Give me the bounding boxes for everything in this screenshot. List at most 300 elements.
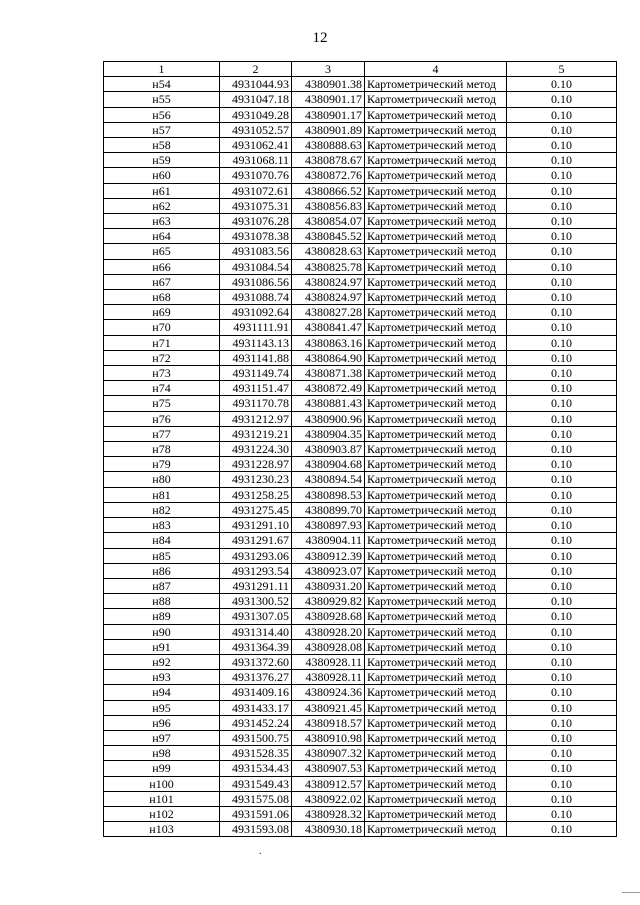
table-row [104, 381, 617, 396]
x-coordinate-cell: 4931534.43 [220, 761, 292, 776]
x-coordinate-cell: 4931076.28 [220, 214, 292, 229]
accuracy-cell: 0.10 [507, 274, 617, 289]
point-cell: н70 [104, 320, 220, 335]
y-coordinate-cell: 4380912.39 [292, 548, 365, 563]
header-cell-point: 1 [104, 62, 220, 77]
table-row [104, 259, 617, 274]
accuracy-cell: 0.10 [507, 411, 617, 426]
method-cell: Картометрический метод [365, 107, 507, 122]
point-cell: н77 [104, 426, 220, 441]
y-coordinate-cell: 4380854.07 [292, 214, 365, 229]
method-cell: Картометрический метод [365, 548, 507, 563]
table-row [104, 92, 617, 107]
table-row [104, 654, 617, 669]
accuracy-cell: 0.10 [507, 548, 617, 563]
x-coordinate-cell: 4931372.60 [220, 654, 292, 669]
method-cell: Картометрический метод [365, 761, 507, 776]
table-row [104, 183, 617, 198]
table-row [104, 822, 617, 837]
y-coordinate-cell: 4380824.97 [292, 274, 365, 289]
method-cell: Картометрический метод [365, 183, 507, 198]
y-coordinate-cell: 4380881.43 [292, 396, 365, 411]
y-coordinate-cell: 4380897.93 [292, 518, 365, 533]
y-coordinate-cell: 4380907.32 [292, 746, 365, 761]
y-coordinate-cell: 4380904.35 [292, 426, 365, 441]
y-coordinate-cell: 4380901.17 [292, 107, 365, 122]
point-cell: н82 [104, 502, 220, 517]
accuracy-cell: 0.10 [507, 715, 617, 730]
method-cell: Картометрический метод [365, 214, 507, 229]
y-coordinate-cell: 4380901.38 [292, 77, 365, 92]
x-coordinate-cell: 4931307.05 [220, 609, 292, 624]
table-row [104, 426, 617, 441]
point-cell: н56 [104, 107, 220, 122]
edge-line [622, 892, 640, 893]
table-row [104, 594, 617, 609]
y-coordinate-cell: 4380866.52 [292, 183, 365, 198]
table-row [104, 502, 617, 517]
method-cell: Картометрический метод [365, 594, 507, 609]
point-cell: н85 [104, 548, 220, 563]
accuracy-cell: 0.10 [507, 791, 617, 806]
accuracy-cell: 0.10 [507, 670, 617, 685]
point-cell: н64 [104, 229, 220, 244]
method-cell: Картометрический метод [365, 122, 507, 137]
x-coordinate-cell: 4931062.41 [220, 138, 292, 153]
table-row [104, 670, 617, 685]
accuracy-cell: 0.10 [507, 168, 617, 183]
accuracy-cell: 0.10 [507, 122, 617, 137]
accuracy-cell: 0.10 [507, 214, 617, 229]
x-coordinate-cell: 4931228.97 [220, 457, 292, 472]
table-row [104, 107, 617, 122]
y-coordinate-cell: 4380872.76 [292, 168, 365, 183]
accuracy-cell: 0.10 [507, 563, 617, 578]
x-coordinate-cell: 4931593.08 [220, 822, 292, 837]
x-coordinate-cell: 4931549.43 [220, 776, 292, 791]
y-coordinate-cell: 4380928.11 [292, 654, 365, 669]
y-coordinate-cell: 4380901.17 [292, 92, 365, 107]
point-cell: н86 [104, 563, 220, 578]
accuracy-cell: 0.10 [507, 335, 617, 350]
x-coordinate-cell: 4931409.16 [220, 685, 292, 700]
method-cell: Картометрический метод [365, 487, 507, 502]
method-cell: Картометрический метод [365, 244, 507, 259]
y-coordinate-cell: 4380845.52 [292, 229, 365, 244]
method-cell: Картометрический метод [365, 426, 507, 441]
accuracy-cell: 0.10 [507, 426, 617, 441]
stray-mark: . [259, 846, 262, 857]
y-coordinate-cell: 4380910.98 [292, 730, 365, 745]
x-coordinate-cell: 4931291.67 [220, 533, 292, 548]
point-cell: н94 [104, 685, 220, 700]
method-cell: Картометрический метод [365, 609, 507, 624]
y-coordinate-cell: 4380904.11 [292, 533, 365, 548]
point-cell: н63 [104, 214, 220, 229]
y-coordinate-cell: 4380928.11 [292, 670, 365, 685]
x-coordinate-cell: 4931212.97 [220, 411, 292, 426]
x-coordinate-cell: 4931219.21 [220, 426, 292, 441]
x-coordinate-cell: 4931575.08 [220, 791, 292, 806]
y-coordinate-cell: 4380841.47 [292, 320, 365, 335]
method-cell: Картометрический метод [365, 381, 507, 396]
accuracy-cell: 0.10 [507, 77, 617, 92]
point-cell: н101 [104, 791, 220, 806]
header-cell-method: 4 [365, 62, 507, 77]
x-coordinate-cell: 4931528.35 [220, 746, 292, 761]
method-cell: Картометрический метод [365, 305, 507, 320]
point-cell: н93 [104, 670, 220, 685]
method-cell: Картометрический метод [365, 229, 507, 244]
x-coordinate-cell: 4931092.64 [220, 305, 292, 320]
header-cell-y: 3 [292, 62, 365, 77]
method-cell: Картометрический метод [365, 822, 507, 837]
point-cell: н91 [104, 639, 220, 654]
point-cell: н67 [104, 274, 220, 289]
x-coordinate-cell: 4931088.74 [220, 290, 292, 305]
x-coordinate-cell: 4931072.61 [220, 183, 292, 198]
point-cell: н54 [104, 77, 220, 92]
table-row [104, 198, 617, 213]
method-cell: Картометрический метод [365, 654, 507, 669]
method-cell: Картометрический метод [365, 746, 507, 761]
point-cell: н55 [104, 92, 220, 107]
point-cell: н71 [104, 335, 220, 350]
table-row [104, 685, 617, 700]
y-coordinate-cell: 4380901.89 [292, 122, 365, 137]
x-coordinate-cell: 4931044.93 [220, 77, 292, 92]
table-row [104, 487, 617, 502]
method-cell: Картометрический метод [365, 396, 507, 411]
page-number: 12 [312, 30, 328, 46]
x-coordinate-cell: 4931078.38 [220, 229, 292, 244]
x-coordinate-cell: 4931083.56 [220, 244, 292, 259]
point-cell: н72 [104, 350, 220, 365]
y-coordinate-cell: 4380900.96 [292, 411, 365, 426]
y-coordinate-cell: 4380888.63 [292, 138, 365, 153]
method-cell: Картометрический метод [365, 366, 507, 381]
accuracy-cell: 0.10 [507, 259, 617, 274]
table-row [104, 305, 617, 320]
accuracy-cell: 0.10 [507, 366, 617, 381]
point-cell: н62 [104, 198, 220, 213]
accuracy-cell: 0.10 [507, 457, 617, 472]
accuracy-cell: 0.10 [507, 183, 617, 198]
method-cell: Картометрический метод [365, 77, 507, 92]
accuracy-cell: 0.10 [507, 153, 617, 168]
accuracy-cell: 0.10 [507, 229, 617, 244]
point-cell: н61 [104, 183, 220, 198]
x-coordinate-cell: 4931111.91 [220, 320, 292, 335]
accuracy-cell: 0.10 [507, 350, 617, 365]
point-cell: н75 [104, 396, 220, 411]
y-coordinate-cell: 4380918.57 [292, 715, 365, 730]
method-cell: Картометрический метод [365, 472, 507, 487]
accuracy-cell: 0.10 [507, 198, 617, 213]
method-cell: Картометрический метод [365, 457, 507, 472]
table-row [104, 396, 617, 411]
x-coordinate-cell: 4931364.39 [220, 639, 292, 654]
point-cell: н89 [104, 609, 220, 624]
accuracy-cell: 0.10 [507, 138, 617, 153]
accuracy-cell: 0.10 [507, 578, 617, 593]
accuracy-cell: 0.10 [507, 700, 617, 715]
point-cell: н92 [104, 654, 220, 669]
y-coordinate-cell: 4380930.18 [292, 822, 365, 837]
table-row [104, 776, 617, 791]
x-coordinate-cell: 4931293.06 [220, 548, 292, 563]
point-cell: н88 [104, 594, 220, 609]
point-cell: н97 [104, 730, 220, 745]
y-coordinate-cell: 4380872.49 [292, 381, 365, 396]
accuracy-cell: 0.10 [507, 244, 617, 259]
table-row [104, 411, 617, 426]
table-row [104, 730, 617, 745]
method-cell: Картометрический метод [365, 320, 507, 335]
x-coordinate-cell: 4931376.27 [220, 670, 292, 685]
accuracy-cell: 0.10 [507, 92, 617, 107]
point-cell: н57 [104, 122, 220, 137]
y-coordinate-cell: 4380825.78 [292, 259, 365, 274]
x-coordinate-cell: 4931591.06 [220, 806, 292, 821]
x-coordinate-cell: 4931224.30 [220, 442, 292, 457]
table-row [104, 578, 617, 593]
x-coordinate-cell: 4931149.74 [220, 366, 292, 381]
x-coordinate-cell: 4931500.75 [220, 730, 292, 745]
table-header-row [104, 62, 617, 77]
table-row [104, 715, 617, 730]
y-coordinate-cell: 4380928.20 [292, 624, 365, 639]
method-cell: Картометрический метод [365, 168, 507, 183]
y-coordinate-cell: 4380904.68 [292, 457, 365, 472]
y-coordinate-cell: 4380871.38 [292, 366, 365, 381]
y-coordinate-cell: 4380924.36 [292, 685, 365, 700]
y-coordinate-cell: 4380863.16 [292, 335, 365, 350]
table-row [104, 761, 617, 776]
table-row [104, 320, 617, 335]
y-coordinate-cell: 4380828.63 [292, 244, 365, 259]
x-coordinate-cell: 4931049.28 [220, 107, 292, 122]
x-coordinate-cell: 4931151.47 [220, 381, 292, 396]
x-coordinate-cell: 4931086.56 [220, 274, 292, 289]
method-cell: Картометрический метод [365, 502, 507, 517]
accuracy-cell: 0.10 [507, 609, 617, 624]
point-cell: н74 [104, 381, 220, 396]
table-row [104, 122, 617, 137]
point-cell: н78 [104, 442, 220, 457]
accuracy-cell: 0.10 [507, 639, 617, 654]
point-cell: н66 [104, 259, 220, 274]
table-row [104, 563, 617, 578]
table-row [104, 609, 617, 624]
accuracy-cell: 0.10 [507, 624, 617, 639]
accuracy-cell: 0.10 [507, 746, 617, 761]
accuracy-cell: 0.10 [507, 107, 617, 122]
method-cell: Картометрический метод [365, 563, 507, 578]
point-cell: н100 [104, 776, 220, 791]
x-coordinate-cell: 4931291.11 [220, 578, 292, 593]
accuracy-cell: 0.10 [507, 442, 617, 457]
method-cell: Картометрический метод [365, 335, 507, 350]
table-row [104, 533, 617, 548]
method-cell: Картометрический метод [365, 518, 507, 533]
table-row [104, 366, 617, 381]
accuracy-cell: 0.10 [507, 502, 617, 517]
accuracy-cell: 0.10 [507, 730, 617, 745]
method-cell: Картометрический метод [365, 806, 507, 821]
table-row [104, 290, 617, 305]
method-cell: Картометрический метод [365, 700, 507, 715]
header-cell-x: 2 [220, 62, 292, 77]
method-cell: Картометрический метод [365, 639, 507, 654]
table-row [104, 457, 617, 472]
table-body [104, 77, 617, 837]
point-cell: н65 [104, 244, 220, 259]
method-cell: Картометрический метод [365, 715, 507, 730]
y-coordinate-cell: 4380922.02 [292, 791, 365, 806]
y-coordinate-cell: 4380898.53 [292, 487, 365, 502]
y-coordinate-cell: 4380907.53 [292, 761, 365, 776]
point-cell: н99 [104, 761, 220, 776]
accuracy-cell: 0.10 [507, 472, 617, 487]
point-cell: н103 [104, 822, 220, 837]
point-cell: н102 [104, 806, 220, 821]
accuracy-cell: 0.10 [507, 487, 617, 502]
x-coordinate-cell: 4931070.76 [220, 168, 292, 183]
table-row [104, 138, 617, 153]
method-cell: Картометрический метод [365, 533, 507, 548]
point-cell: н96 [104, 715, 220, 730]
point-cell: н79 [104, 457, 220, 472]
y-coordinate-cell: 4380899.70 [292, 502, 365, 517]
table-row [104, 214, 617, 229]
header-cell-accuracy: 5 [507, 62, 617, 77]
point-cell: н59 [104, 153, 220, 168]
point-cell: н95 [104, 700, 220, 715]
point-cell: н73 [104, 366, 220, 381]
table-row [104, 700, 617, 715]
x-coordinate-cell: 4931141.88 [220, 350, 292, 365]
method-cell: Картометрический метод [365, 730, 507, 745]
x-coordinate-cell: 4931230.23 [220, 472, 292, 487]
table-row [104, 168, 617, 183]
point-cell: н83 [104, 518, 220, 533]
table-row [104, 624, 617, 639]
method-cell: Картометрический метод [365, 578, 507, 593]
method-cell: Картометрический метод [365, 274, 507, 289]
point-cell: н76 [104, 411, 220, 426]
y-coordinate-cell: 4380928.68 [292, 609, 365, 624]
y-coordinate-cell: 4380827.28 [292, 305, 365, 320]
y-coordinate-cell: 4380912.57 [292, 776, 365, 791]
x-coordinate-cell: 4931084.54 [220, 259, 292, 274]
point-cell: н69 [104, 305, 220, 320]
x-coordinate-cell: 4931068.11 [220, 153, 292, 168]
x-coordinate-cell: 4931170.78 [220, 396, 292, 411]
x-coordinate-cell: 4931143.13 [220, 335, 292, 350]
table-row [104, 274, 617, 289]
x-coordinate-cell: 4931314.40 [220, 624, 292, 639]
method-cell: Картометрический метод [365, 92, 507, 107]
point-cell: н90 [104, 624, 220, 639]
table-row [104, 335, 617, 350]
point-cell: н68 [104, 290, 220, 305]
method-cell: Картометрический метод [365, 259, 507, 274]
x-coordinate-cell: 4931052.57 [220, 122, 292, 137]
accuracy-cell: 0.10 [507, 518, 617, 533]
accuracy-cell: 0.10 [507, 396, 617, 411]
y-coordinate-cell: 4380928.08 [292, 639, 365, 654]
accuracy-cell: 0.10 [507, 776, 617, 791]
method-cell: Картометрический метод [365, 776, 507, 791]
point-cell: н98 [104, 746, 220, 761]
y-coordinate-cell: 4380864.90 [292, 350, 365, 365]
accuracy-cell: 0.10 [507, 761, 617, 776]
x-coordinate-cell: 4931291.10 [220, 518, 292, 533]
y-coordinate-cell: 4380928.32 [292, 806, 365, 821]
table-row [104, 791, 617, 806]
method-cell: Картометрический метод [365, 685, 507, 700]
method-cell: Картометрический метод [365, 138, 507, 153]
coordinates-table [103, 61, 617, 837]
point-cell: н81 [104, 487, 220, 502]
point-cell: н84 [104, 533, 220, 548]
x-coordinate-cell: 4931258.25 [220, 487, 292, 502]
y-coordinate-cell: 4380856.83 [292, 198, 365, 213]
y-coordinate-cell: 4380878.67 [292, 153, 365, 168]
accuracy-cell: 0.10 [507, 654, 617, 669]
table-row [104, 77, 617, 92]
x-coordinate-cell: 4931047.18 [220, 92, 292, 107]
point-cell: н87 [104, 578, 220, 593]
table-row [104, 350, 617, 365]
x-coordinate-cell: 4931075.31 [220, 198, 292, 213]
method-cell: Картометрический метод [365, 198, 507, 213]
table-row [104, 639, 617, 654]
y-coordinate-cell: 4380824.97 [292, 290, 365, 305]
y-coordinate-cell: 4380903.87 [292, 442, 365, 457]
y-coordinate-cell: 4380894.54 [292, 472, 365, 487]
method-cell: Картометрический метод [365, 411, 507, 426]
table-row [104, 153, 617, 168]
x-coordinate-cell: 4931275.45 [220, 502, 292, 517]
x-coordinate-cell: 4931300.52 [220, 594, 292, 609]
accuracy-cell: 0.10 [507, 685, 617, 700]
accuracy-cell: 0.10 [507, 305, 617, 320]
point-cell: н80 [104, 472, 220, 487]
table-row [104, 518, 617, 533]
method-cell: Картометрический метод [365, 791, 507, 806]
table-row [104, 244, 617, 259]
x-coordinate-cell: 4931452.24 [220, 715, 292, 730]
table-row [104, 442, 617, 457]
x-coordinate-cell: 4931433.17 [220, 700, 292, 715]
method-cell: Картометрический метод [365, 350, 507, 365]
table-row [104, 229, 617, 244]
y-coordinate-cell: 4380921.45 [292, 700, 365, 715]
method-cell: Картометрический метод [365, 670, 507, 685]
table-row [104, 548, 617, 563]
y-coordinate-cell: 4380929.82 [292, 594, 365, 609]
method-cell: Картометрический метод [365, 290, 507, 305]
x-coordinate-cell: 4931293.54 [220, 563, 292, 578]
y-coordinate-cell: 4380931.20 [292, 578, 365, 593]
table-row [104, 806, 617, 821]
method-cell: Картометрический метод [365, 442, 507, 457]
accuracy-cell: 0.10 [507, 822, 617, 837]
table-row [104, 472, 617, 487]
method-cell: Картометрический метод [365, 624, 507, 639]
